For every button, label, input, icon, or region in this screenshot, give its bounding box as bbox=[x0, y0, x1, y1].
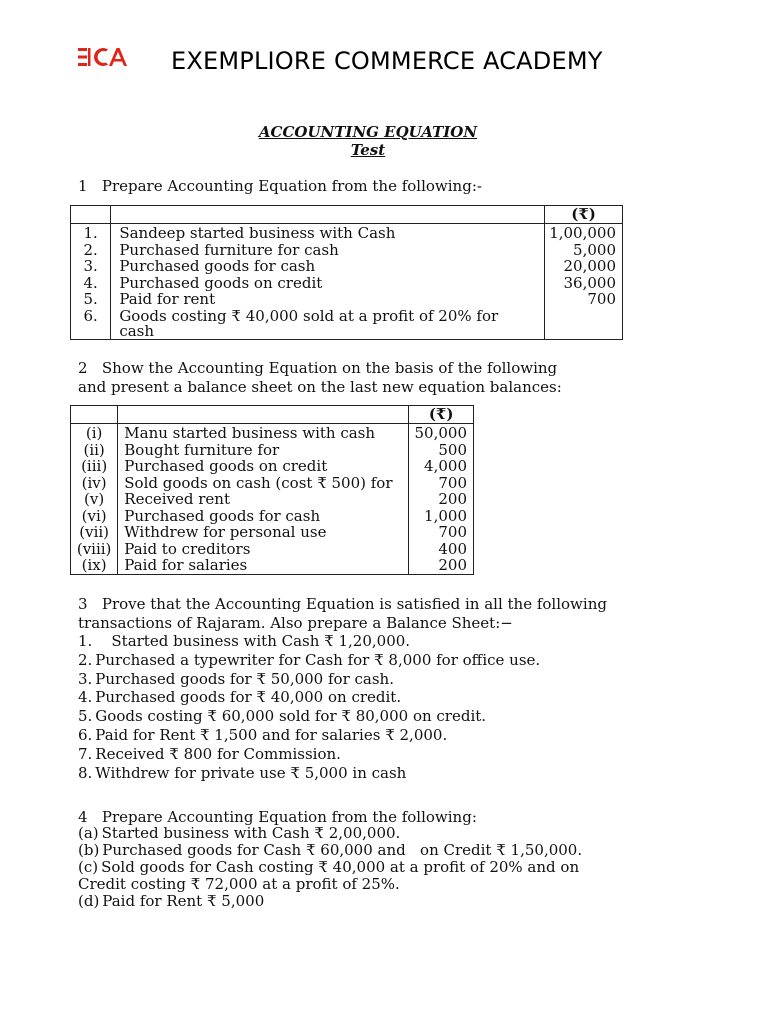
table-row: Purchased goods on credit bbox=[119, 273, 323, 292]
q3-prompt-line-1: 3 Prove that the Accounting Equation is satisfied in all the following bbox=[78, 595, 607, 613]
list-item: 2. Purchased a typewriter for Cash for ₹ 8,000 for office use. bbox=[78, 650, 541, 669]
table-row: Purchased furniture for cash bbox=[119, 240, 339, 259]
list-item: 8. Withdrew for private use ₹ 5,000 in cash bbox=[78, 763, 407, 782]
table-row: Paid for salaries bbox=[124, 556, 248, 574]
q2-prompt-line-1: 2 Show the Accounting Equation on the basis of the following bbox=[78, 359, 558, 377]
q1-header-amount: (₹) bbox=[545, 206, 623, 224]
title-line-1: ACCOUNTING EQUATION bbox=[258, 123, 478, 141]
q2-header-amount: (₹) bbox=[409, 406, 474, 424]
list-item: (c) Sold goods for Cash costing ₹ 40,000 at a profit of 20% and on bbox=[78, 858, 580, 876]
list-item: 3. Purchased goods for ₹ 50,000 for cash. bbox=[78, 669, 394, 688]
table-row: Purchased goods on credit bbox=[124, 457, 328, 475]
table-row: Paid for rent bbox=[119, 290, 216, 308]
list-item: (b) Purchased goods for Cash ₹ 60,000 and on Credit ₹ 1,50,000. bbox=[78, 841, 583, 859]
q3-list bbox=[78, 632, 540, 782]
q1-text-column bbox=[111, 224, 545, 340]
table-row: Purchased goods for cash bbox=[119, 257, 316, 275]
table-row: Paid to creditors bbox=[124, 539, 251, 558]
list-item: 7. Received ₹ 800 for Commission. bbox=[78, 744, 341, 763]
q1-header-text bbox=[111, 206, 545, 224]
list-item: (a) Started business with Cash ₹ 2,00,000. bbox=[78, 824, 401, 842]
table-row: Purchased goods for cash bbox=[124, 506, 321, 525]
q2-amount-column: 50,000 500 4,000 700 200 1,000 700 400 200 bbox=[409, 424, 474, 575]
q1-no-column: 1. 2. 3. 4. 5. 6. bbox=[71, 224, 111, 340]
q3-prompt-line-2: transactions of Rajaram. Also prepare a Balance Sheet:− bbox=[78, 614, 513, 632]
list-item: 4. Purchased goods for ₹ 40,000 on credit. bbox=[78, 688, 402, 707]
q4-prompt: 4 Prepare Accounting Equation from the following: bbox=[78, 808, 477, 826]
academy-name: EXEMPLIORE COMMERCE ACADEMY bbox=[171, 47, 603, 75]
q4-list bbox=[78, 825, 582, 910]
list-item: 1. Started business with Cash ₹ 1,20,000. bbox=[78, 632, 411, 650]
list-item: 5. Goods costing ₹ 60,000 sold for ₹ 80,000 on credit. bbox=[78, 707, 487, 726]
q2-prompt-line-2: and present a balance sheet on the last new equation balances: bbox=[78, 378, 562, 396]
list-item: (d) Paid for Rent ₹ 5,000 bbox=[78, 892, 265, 910]
q1-amount-column: 1,00,000 5,000 20,000 36,000 700 bbox=[545, 224, 623, 340]
q1-header-no bbox=[71, 206, 111, 224]
title-line-2: Test bbox=[350, 141, 386, 159]
q1-prompt: 1 Prepare Accounting Equation from the following:- bbox=[78, 177, 482, 195]
test-title bbox=[0, 123, 736, 159]
table-row: Sold goods on cash (cost ₹ 500) for bbox=[124, 473, 393, 492]
list-item: Credit costing ₹ 72,000 at a profit of 25%. bbox=[78, 875, 400, 893]
list-item: 6. Paid for Rent ₹ 1,500 and for salaries ₹ 2,000. bbox=[78, 725, 448, 744]
table-row: Withdrew for personal use bbox=[124, 523, 327, 541]
q2-table bbox=[70, 405, 474, 575]
table-row: Sandeep started business with Cash bbox=[119, 224, 396, 242]
q2-header-no bbox=[71, 406, 118, 424]
table-row: Received rent bbox=[124, 490, 230, 508]
table-row: cash bbox=[119, 322, 155, 340]
q2-no-column: (i) (ii) (iii) (iv) (v) (vi) (vii) (viii) (ix) bbox=[71, 424, 118, 575]
q2-text-column bbox=[118, 424, 409, 575]
table-row: Manu started business with cash bbox=[124, 424, 376, 442]
table-row: Bought furniture for bbox=[124, 440, 280, 459]
academy-logo bbox=[76, 46, 128, 72]
table-row: Goods costing ₹ 40,000 sold at a profit of 20% for bbox=[119, 306, 499, 325]
q2-header-text bbox=[118, 406, 409, 424]
q1-table bbox=[70, 205, 623, 340]
